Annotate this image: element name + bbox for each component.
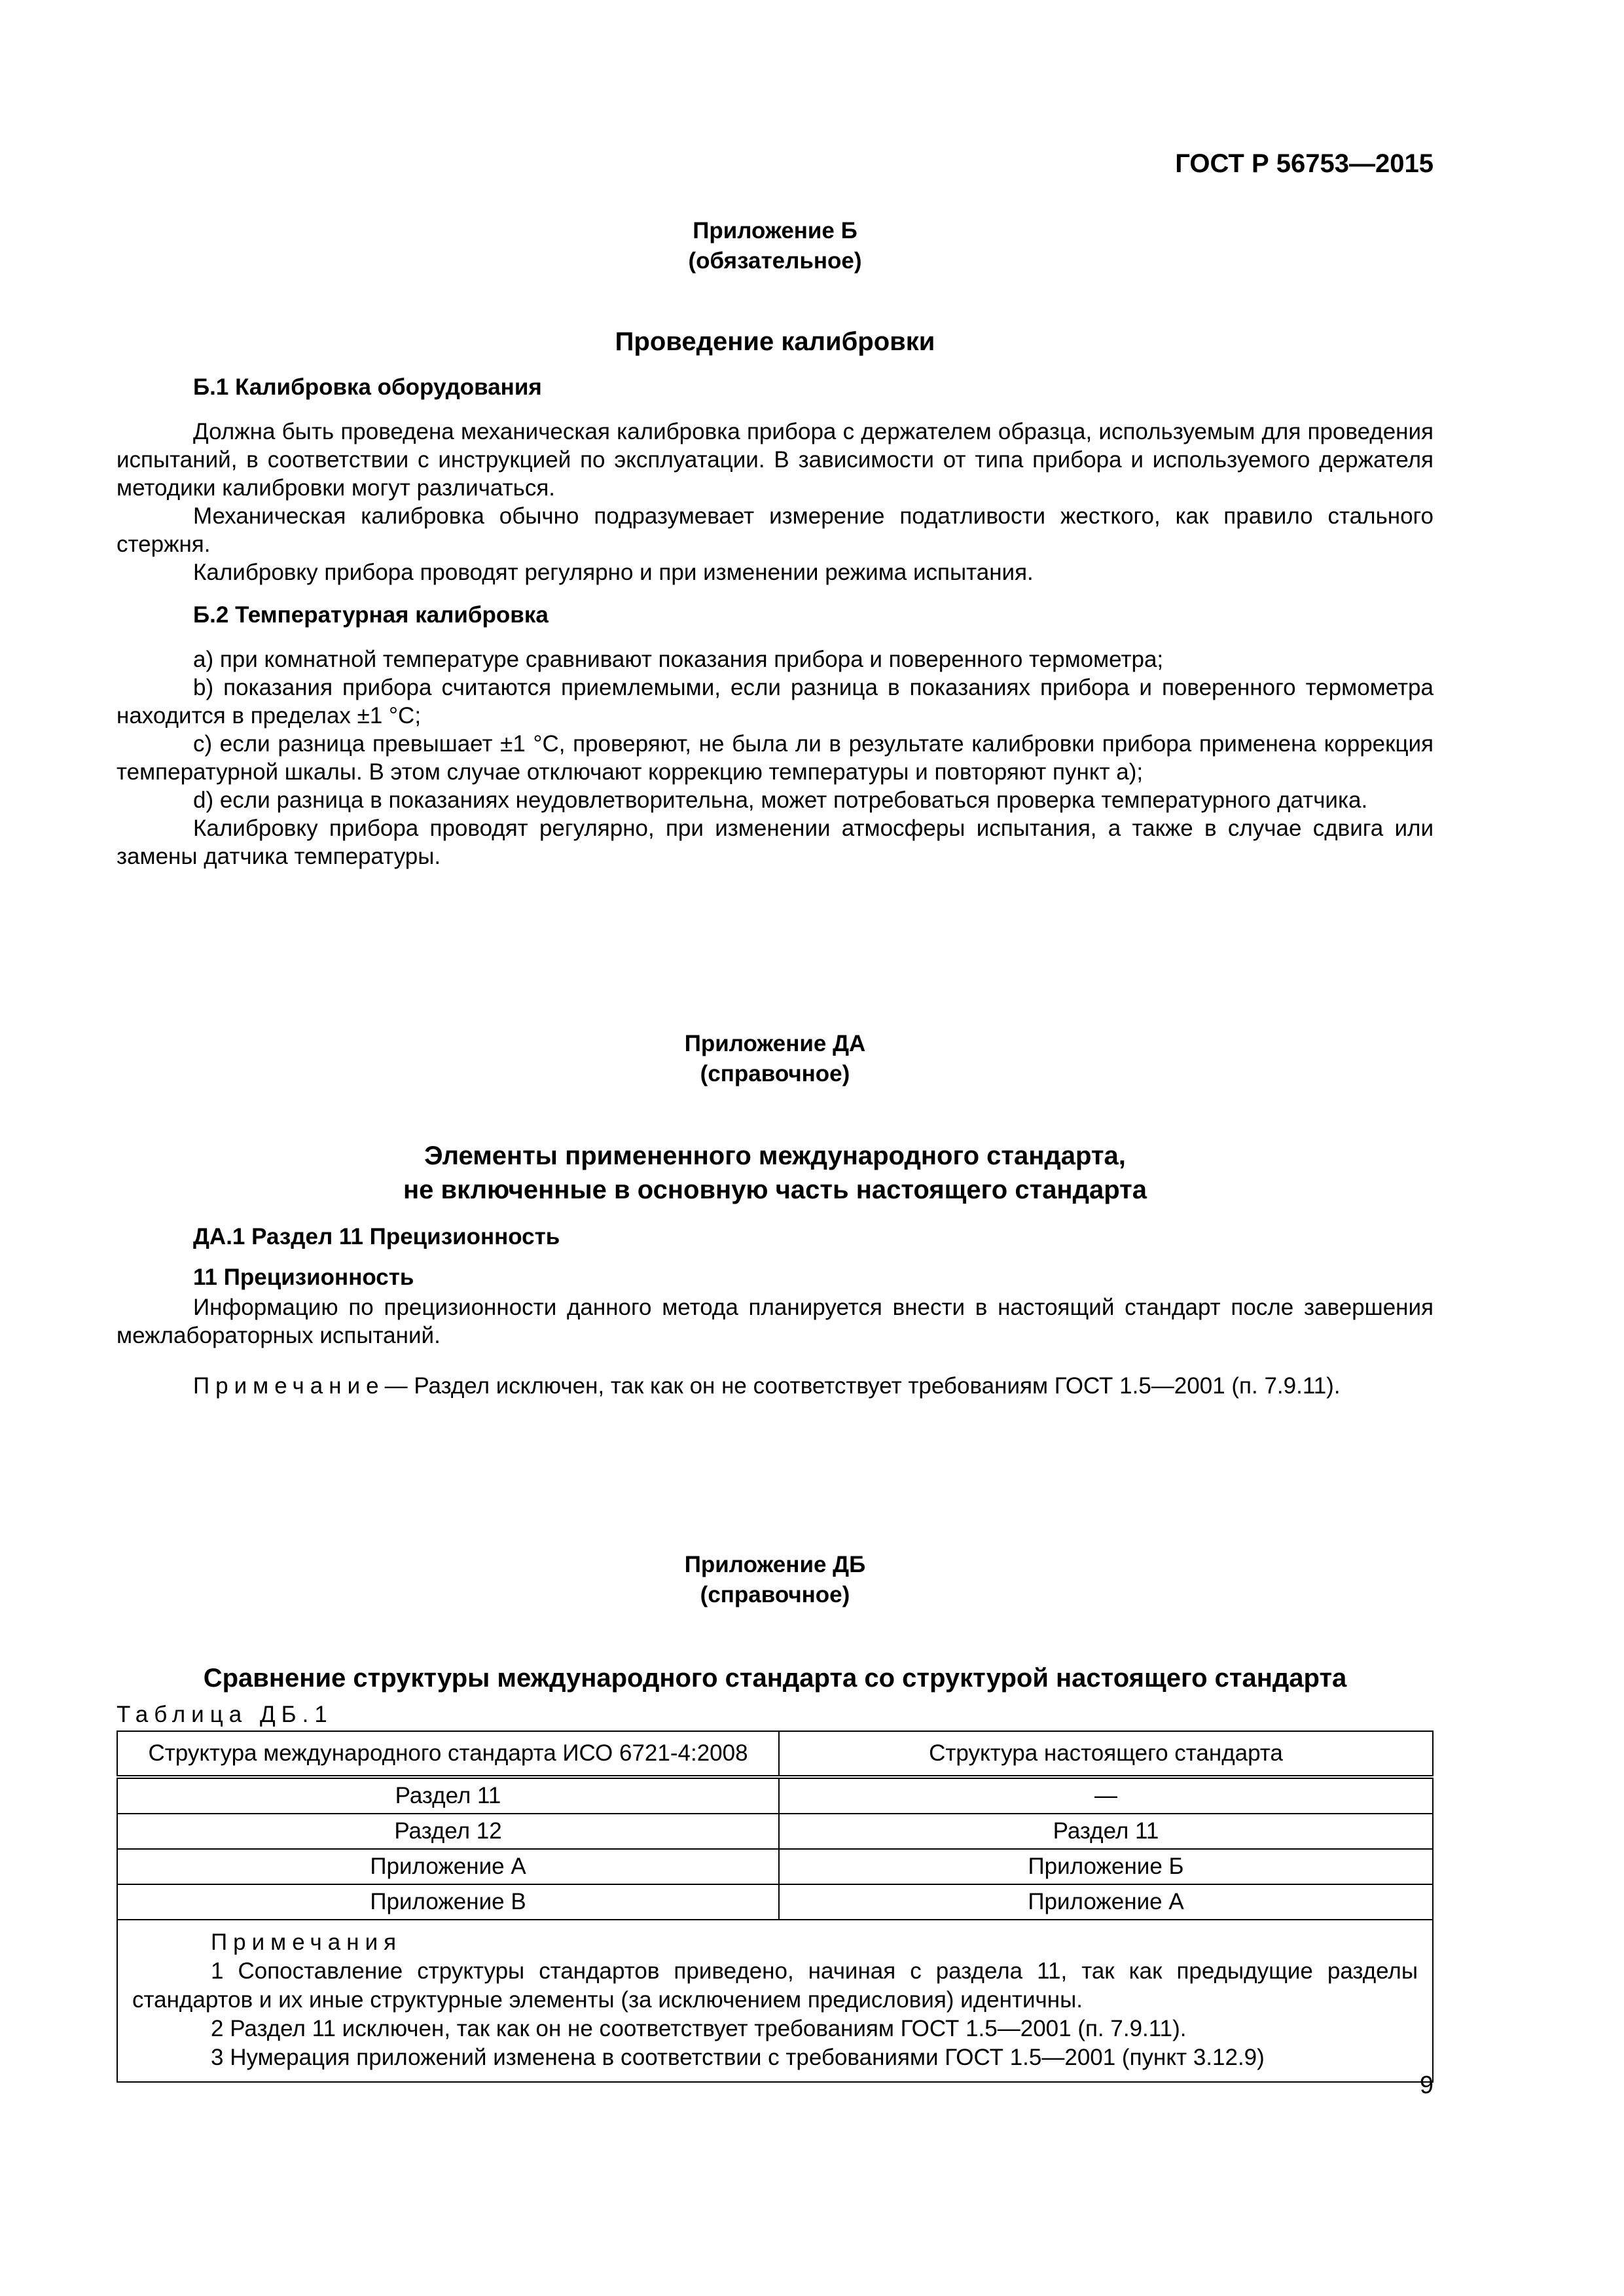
paragraph: Должна быть проведена механическая калибровка прибора с держателем образца, используемым для проведения испытаний, в соответствии с инструкцией по эксплуатации. В зависимости от типа прибора и используемого держателя методики калибровки могут различаться. <box>117 419 1434 501</box>
section-b2-title: Б.2 Температурная калибровка <box>193 602 549 628</box>
list-item: с) если разница превышает ±1 °C, проверяют, не была ли в результате калибровки прибора применена коррекция температурной шкалы. В этом случае отключают коррекцию температуры и повторяют пункт а); <box>117 731 1434 785</box>
comparison-table <box>117 1731 1434 2083</box>
appendix-da-title-line1: Элементы примененного международного стандарта, <box>424 1141 1126 1170</box>
note-text: — Раздел исключен, так как он не соответствует требованиям ГОСТ 1.5—2001 (п. 7.9.11). <box>384 1373 1341 1399</box>
table-cell: Приложение А <box>779 1884 1433 1920</box>
notes-label: Примечания <box>211 1929 403 1955</box>
appendix-b-title: Проведение калибровки <box>615 327 935 356</box>
table-cell: Раздел 11 <box>117 1777 779 1814</box>
page-number: 9 <box>1419 2072 1434 2099</box>
table-cell: Раздел 11 <box>779 1814 1433 1849</box>
section-11-title: 11 Прецизионность <box>193 1265 414 1290</box>
table-header-cell: Структура международного стандарта ИСО 6721-4:2008 <box>117 1731 779 1777</box>
table-row <box>117 1814 1433 1849</box>
paragraph: Механическая калибровка обычно подразумевает измерение податливости жесткого, как правило стального стержня. <box>117 503 1434 557</box>
section-b2-body <box>117 645 1434 870</box>
note-item: 1 Сопоставление структуры стандартов приведено, начиная с раздела 11, так как предыдущие разделы стандартов и их иные структурные элементы (за исключением предисловия) идентичны. <box>132 1958 1418 2013</box>
appendix-db-title: Сравнение структуры международного стандарта со структурой настоящего стандарта <box>203 1664 1347 1693</box>
table-row <box>117 1849 1433 1884</box>
appendix-da-title-line2: не включенные в основную часть настоящего стандарта <box>403 1175 1147 1204</box>
section-11-body <box>117 1293 1434 1350</box>
table-cell: Приложение А <box>117 1849 779 1884</box>
table-cell: Раздел 12 <box>117 1814 779 1849</box>
appendix-db-status: (справочное) <box>700 1582 850 1607</box>
table-row <box>117 1777 1433 1814</box>
paragraph: Калибровку прибора проводят регулярно и при изменении режима испытания. <box>193 560 1034 585</box>
appendix-b-name: Приложение Б <box>693 218 857 243</box>
table-label: Таблица ДБ.1 <box>117 1702 333 1727</box>
paragraph: Информацию по прецизионности данного метода планируется внести в настоящий стандарт после завершения межлабораторных испытаний. <box>117 1295 1434 1348</box>
paragraph: Калибровку прибора проводят регулярно, при изменении атмосферы испытания, а также в случае сдвига или замены датчика температуры. <box>117 816 1434 869</box>
section-b1-body <box>117 418 1434 586</box>
document-code: ГОСТ Р 56753—2015 <box>1175 149 1434 178</box>
table-cell: Приложение Б <box>779 1849 1433 1884</box>
list-item: b) показания прибора считаются приемлемыми, если разница в показаниях прибора и поверенного термометра находится в пределах ±1 °C; <box>117 675 1434 728</box>
section-11-note <box>117 1372 1434 1400</box>
list-item: d) если разница в показаниях неудовлетворительна, может потребоваться проверка температурного датчика. <box>193 787 1368 813</box>
appendix-da-name: Приложение ДА <box>684 1031 866 1056</box>
note-item: 2 Раздел 11 исключен, так как он не соответствует требованиям ГОСТ 1.5—2001 (п. 7.9.11). <box>211 2016 1187 2041</box>
table-notes-row <box>117 1920 1433 2082</box>
table-header-row <box>117 1731 1433 1777</box>
section-b1-title: Б.1 Калибровка оборудования <box>193 374 542 400</box>
table-notes <box>117 1920 1433 2082</box>
list-item: а) при комнатной температуре сравнивают показания прибора и поверенного термометра; <box>193 647 1164 672</box>
note-item: 3 Нумерация приложений изменена в соответствии с требованиями ГОСТ 1.5—2001 (пункт 3.12.9) <box>211 2045 1265 2070</box>
appendix-b-status: (обязательное) <box>688 248 862 274</box>
table-cell: Приложение В <box>117 1884 779 1920</box>
appendix-db-name: Приложение ДБ <box>684 1552 866 1577</box>
appendix-da-status: (справочное) <box>700 1061 850 1086</box>
table-row <box>117 1884 1433 1920</box>
table-cell: — <box>779 1777 1433 1814</box>
section-da1-title: ДА.1 Раздел 11 Прецизионность <box>193 1224 560 1249</box>
note-label: Примечание <box>193 1373 385 1399</box>
table-header-cell: Структура настоящего стандарта <box>779 1731 1433 1777</box>
